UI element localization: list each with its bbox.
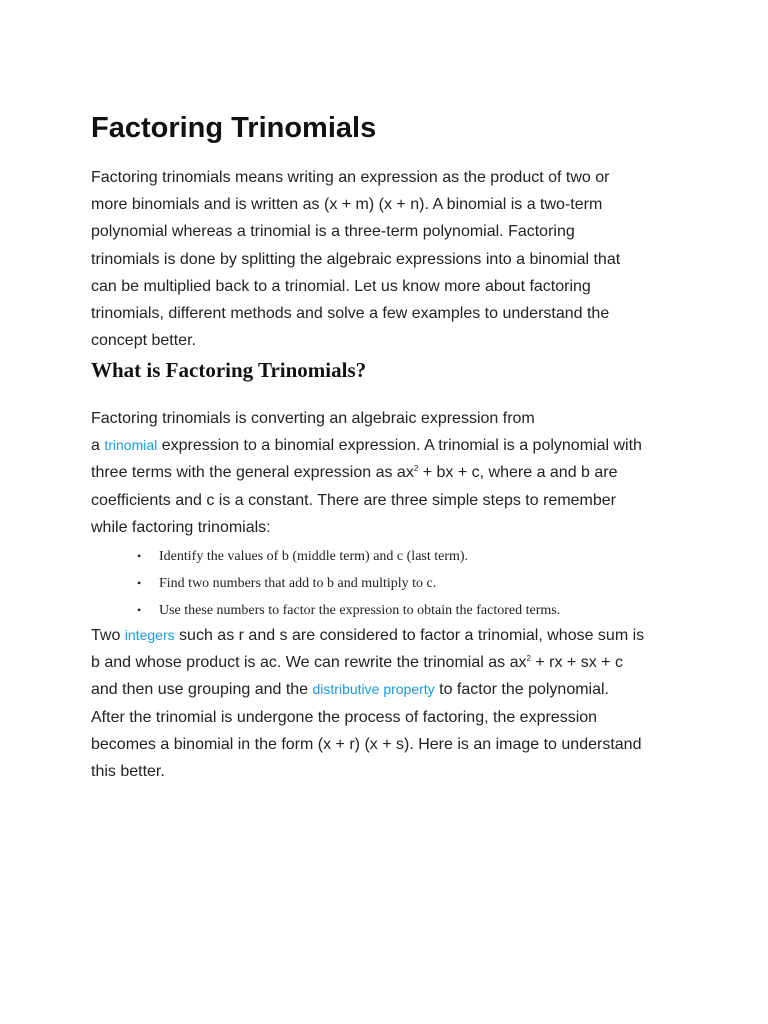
text-fragment: + rx + sx + c — [530, 654, 623, 672]
explanation-line — [91, 676, 686, 703]
text-fragment: a — [91, 437, 105, 455]
text-fragment: and then use grouping and the — [91, 681, 313, 699]
intro-line: trinomials is done by splitting the algebraic expressions into a binomial that — [91, 250, 621, 268]
text-fragment: to factor the polynomial. — [434, 681, 609, 699]
intro-line: more binomials and is written as (x + m) (x + n). A binomial is a two-term — [91, 196, 603, 214]
explanation-line: becomes a binomial in the form (x + r) (x + s). Here is an image to understand — [91, 735, 642, 753]
list-item — [137, 597, 560, 624]
intro-paragraph — [91, 164, 686, 354]
trinomial-link[interactable]: trinomial — [104, 437, 158, 454]
intro-line: can be multiplied back to a trinomial. Let us know more about factoring — [91, 277, 591, 295]
explanation-line — [91, 649, 686, 676]
superscript: 2 — [526, 654, 531, 664]
step-text: Identify the values of b (middle term) and c (last term). — [159, 549, 469, 564]
definition-line — [91, 459, 686, 486]
explanation-line: After the trinomial is undergone the process of factoring, the expression — [91, 708, 598, 726]
intro-line: Factoring trinomials means writing an expression as the product of two or — [91, 169, 610, 186]
intro-line: polynomial whereas a trinomial is a three-term polynomial. Factoring — [91, 223, 575, 241]
explanation-line: this better. — [91, 763, 165, 781]
explanation-paragraph — [91, 622, 686, 785]
list-item — [137, 543, 560, 570]
text-fragment: such as r and s are considered to factor a trinomial, whose sum is — [174, 627, 645, 644]
bullet-icon: • — [137, 603, 142, 618]
text-fragment: + bx + c, where a and b are — [418, 464, 618, 482]
explanation-line — [91, 622, 686, 649]
definition-line: while factoring trinomials: — [91, 518, 271, 536]
definition-line: Factoring trinomials is converting an algebraic expression from — [91, 410, 535, 427]
step-text: Use these numbers to factor the expression to obtain the factored terms. — [159, 603, 561, 619]
text-fragment: Two — [91, 627, 125, 644]
intro-line: concept better. — [91, 332, 196, 350]
superscript: 2 — [413, 464, 419, 474]
bullet-icon: • — [137, 576, 142, 591]
text-fragment: expression to a binomial expression. A trinomial is a polynomial with — [157, 437, 642, 455]
step-text: Find two numbers that add to b and multiply to c. — [159, 576, 437, 592]
bullet-icon: • — [137, 549, 142, 563]
text-fragment: three terms with the general expression as ax — [91, 464, 414, 482]
page-title: Factoring Trinomials — [91, 112, 377, 144]
definition-line — [91, 432, 686, 459]
intro-line: trinomials, different methods and solve a few examples to understand the — [91, 305, 610, 323]
text-fragment: b and whose product is ac. We can rewrite the trinomial as ax — [91, 654, 527, 672]
integers-link[interactable]: integers — [124, 627, 175, 643]
steps-list — [137, 543, 560, 625]
distributive-property-link[interactable]: distributive property — [312, 681, 435, 698]
section-heading: What is Factoring Trinomials? — [91, 358, 367, 382]
list-item — [137, 570, 560, 597]
definition-paragraph — [91, 405, 686, 541]
definition-line: coefficients and c is a constant. There are three simple steps to remember — [91, 491, 616, 509]
